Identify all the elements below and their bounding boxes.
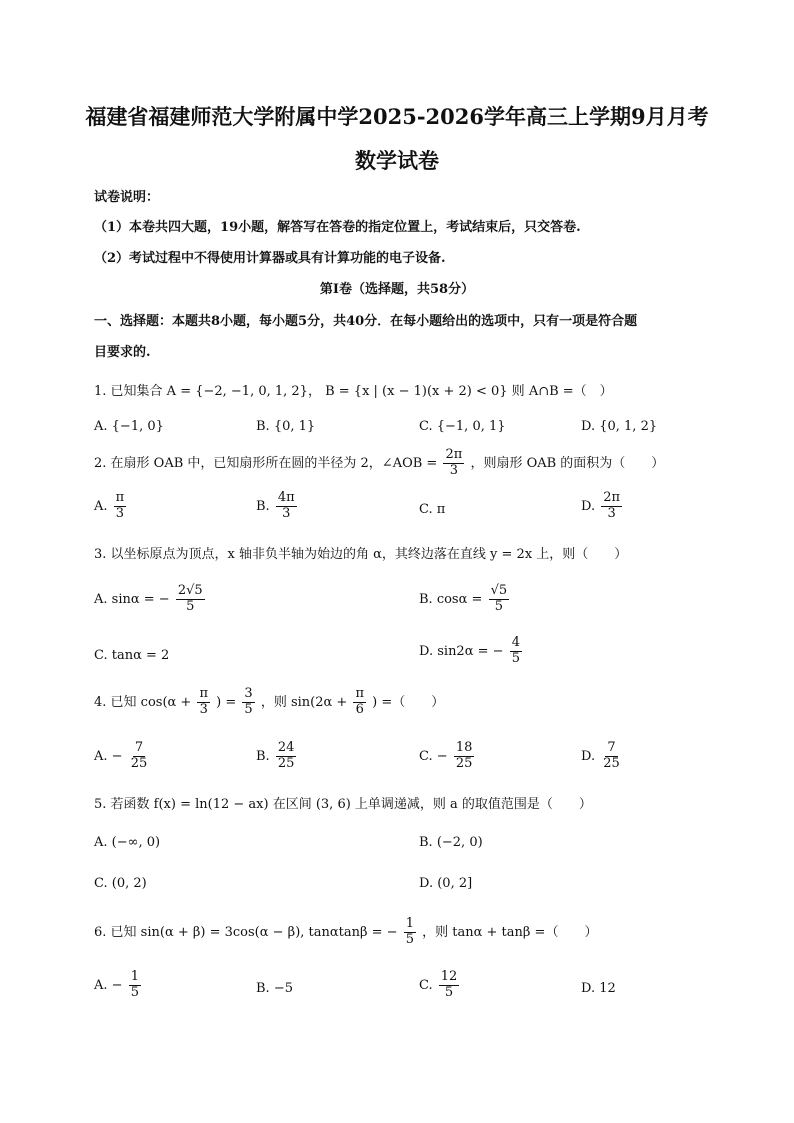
- fraction-denominator: 5: [494, 598, 503, 614]
- fraction-denominator: 3: [115, 505, 125, 521]
- fraction-numerator: 7: [607, 740, 616, 755]
- question-6-stem-b: ，则 tanα + tanβ =（ ）: [422, 924, 598, 940]
- option-fraction: [439, 970, 460, 1001]
- question-6-stem: [94, 917, 597, 948]
- fraction-numerator: 1: [130, 969, 139, 984]
- fraction-denominator: 25: [455, 755, 473, 771]
- question-4-option-d: [581, 741, 624, 772]
- fraction-numerator: 7: [134, 740, 144, 755]
- question-4-option-a: [94, 741, 151, 772]
- fraction-numerator: √5: [490, 583, 508, 598]
- option-fraction: [601, 741, 622, 772]
- fraction-denominator: 6: [355, 701, 364, 717]
- question-5-option-a: A. (−∞, 0): [94, 835, 161, 850]
- fraction-numerator: 2√5: [177, 583, 203, 598]
- fraction-numerator: 4: [511, 635, 520, 650]
- option-value: π: [436, 502, 446, 517]
- fraction-numerator: 4π: [277, 490, 295, 505]
- option-fraction: [510, 636, 522, 667]
- option-label: B.: [256, 981, 270, 996]
- fraction-numerator: 18: [455, 740, 473, 755]
- fraction-denominator: 25: [277, 755, 295, 771]
- option-lhs: sinα = −: [111, 591, 170, 607]
- question-2-option-c: [419, 502, 445, 517]
- fraction-denominator: 5: [511, 650, 520, 666]
- fraction-denominator: 3: [199, 701, 208, 717]
- question-2-option-a: [94, 491, 128, 522]
- question-6-stem-a: 6. 已知 sin(α + β) = 3cos(α − β), tanαtanβ = −: [94, 924, 398, 940]
- option-fraction: [454, 741, 475, 772]
- question-2-stem-suffix: ，则扇形 OAB 的面积为（ ）: [470, 455, 665, 471]
- option-label: C.: [419, 502, 433, 517]
- option-value: tanα = 2: [111, 648, 170, 663]
- part1-heading: 第Ⅰ卷（选择题，共58分）: [319, 282, 475, 297]
- option-label: B.: [256, 748, 270, 764]
- option-label: D.: [419, 643, 434, 659]
- option-fraction: [276, 491, 297, 522]
- question-4-stem-c: ，则 sin(2α +: [260, 694, 348, 710]
- question-1-option-b: B. {0, 1}: [256, 419, 316, 434]
- question-2-option-b: [256, 491, 299, 522]
- question-6-option-c: [419, 970, 461, 1001]
- question-4-pi-sixth: [353, 687, 366, 718]
- fraction-denominator: 5: [186, 598, 195, 614]
- question-3-option-a: [94, 584, 207, 615]
- question-5-option-c: C. (0, 2): [94, 876, 147, 891]
- fraction-numerator: π: [115, 490, 125, 505]
- option-label: A.: [94, 977, 108, 993]
- option-label: A.: [94, 591, 108, 607]
- option-label: B.: [419, 591, 433, 607]
- option-label: A.: [94, 748, 108, 764]
- option-label: A.: [94, 498, 108, 514]
- option-fraction: [129, 970, 141, 1001]
- exam-subtitle: 数学试卷: [355, 148, 439, 173]
- question-5-option-d: D. (0, 2]: [419, 876, 473, 891]
- instruction-item-2: （2）考试过程中不得使用计算器或具有计算功能的电子设备.: [94, 251, 446, 266]
- section1-instruction-line2: 目要求的.: [94, 345, 151, 360]
- instructions-heading: 试卷说明：: [94, 190, 160, 205]
- exam-title: 福建省福建师范大学附属中学2025-2026学年高三上学期9月月考: [85, 104, 709, 129]
- fraction-denominator: 5: [244, 701, 253, 717]
- fraction-denominator: 25: [130, 755, 148, 771]
- fraction-numerator: π: [199, 686, 209, 701]
- question-3-option-b: [419, 584, 511, 615]
- question-4-stem: [94, 687, 444, 718]
- question-4-option-b: [256, 741, 298, 772]
- option-sign: −: [111, 977, 123, 993]
- fraction-denominator: 5: [444, 984, 454, 1000]
- question-2-stem-prefix: 2. 在扇形 OAB 中，已知扇形所在圆的半径为 2，∠AOB =: [94, 455, 438, 471]
- option-label: C.: [419, 748, 433, 764]
- fraction-numerator: 2π: [445, 447, 463, 462]
- fraction-numerator: 24: [277, 740, 295, 755]
- question-2-angle-fraction: [443, 448, 464, 479]
- question-4-option-c: [419, 741, 476, 772]
- option-value: −5: [273, 981, 293, 996]
- option-fraction: [114, 491, 127, 522]
- option-fraction: [489, 584, 510, 615]
- option-lhs: sin2α = −: [437, 643, 504, 659]
- question-4-stem-d: ) =（ ）: [372, 694, 445, 710]
- question-3-option-d: [419, 636, 524, 667]
- fraction-numerator: 3: [244, 686, 253, 701]
- question-3-stem: 3. 以坐标原点为顶点，x 轴非负半轴为始边的角 α，其终边落在直线 y = 2x 上，则（ ）: [94, 547, 628, 562]
- question-1-option-d: D. {0, 1, 2}: [581, 419, 658, 434]
- option-label: D.: [581, 981, 596, 996]
- question-4-stem-b: ) =: [216, 694, 237, 710]
- option-label: B.: [256, 498, 270, 514]
- option-label: C.: [94, 648, 108, 663]
- question-5-stem: 5. 若函数 f(x) = ln(12 − ax) 在区间 (3, 6) 上单调递减，则 a 的取值范围是（ ）: [94, 797, 592, 812]
- option-sign: −: [436, 748, 448, 764]
- option-value: 12: [599, 981, 616, 996]
- question-4-value: [242, 687, 254, 718]
- fraction-denominator: 5: [405, 931, 414, 947]
- fraction-numerator: 2π: [603, 490, 621, 505]
- question-5-option-b: B. (−2, 0): [419, 835, 483, 850]
- option-label: D.: [581, 498, 596, 514]
- question-6-option-b: [256, 981, 293, 996]
- question-6-option-a: [94, 970, 143, 1001]
- question-4-stem-a: 4. 已知 cos(α +: [94, 694, 192, 710]
- fraction-denominator: 3: [607, 505, 616, 521]
- question-2-option-d: [581, 491, 624, 522]
- option-sign: −: [111, 748, 123, 764]
- question-1-option-c: C. {−1, 0, 1}: [419, 419, 506, 434]
- option-label: D.: [581, 748, 596, 764]
- option-fraction: [276, 741, 297, 772]
- fraction-denominator: 3: [282, 505, 291, 521]
- question-4-pi-third: [197, 687, 210, 718]
- question-6-option-d: [581, 981, 616, 996]
- fraction-denominator: 5: [130, 984, 139, 1000]
- fraction-denominator: 3: [449, 462, 459, 478]
- option-label: C.: [419, 977, 433, 993]
- fraction-numerator: π: [355, 686, 364, 701]
- fraction-numerator: 1: [405, 916, 414, 931]
- question-6-fraction: [404, 917, 416, 948]
- instruction-item-1: （1）本卷共四大题，19小题，解答写在答卷的指定位置上，考试结束后，只交答卷.: [94, 220, 581, 235]
- question-3-option-c: [94, 648, 169, 663]
- option-fraction: [176, 584, 205, 615]
- question-1-stem: 1. 已知集合 A = {−2, −1, 0, 1, 2}， B = {x | (x − 1)(x + 2) < 0} 则 A∩B =（ ）: [94, 384, 613, 399]
- question-1-option-a: A. {−1, 0}: [94, 419, 164, 434]
- section1-instruction-line1: 一、选择题：本题共8小题，每小题5分，共40分．在每小题给出的选项中，只有一项是符合题: [94, 314, 638, 329]
- option-fraction: [601, 491, 622, 522]
- option-lhs: cosα =: [436, 591, 483, 607]
- fraction-denominator: 25: [603, 755, 620, 771]
- fraction-numerator: 12: [440, 969, 458, 984]
- option-fraction: [129, 741, 150, 772]
- question-2-stem: [94, 448, 664, 479]
